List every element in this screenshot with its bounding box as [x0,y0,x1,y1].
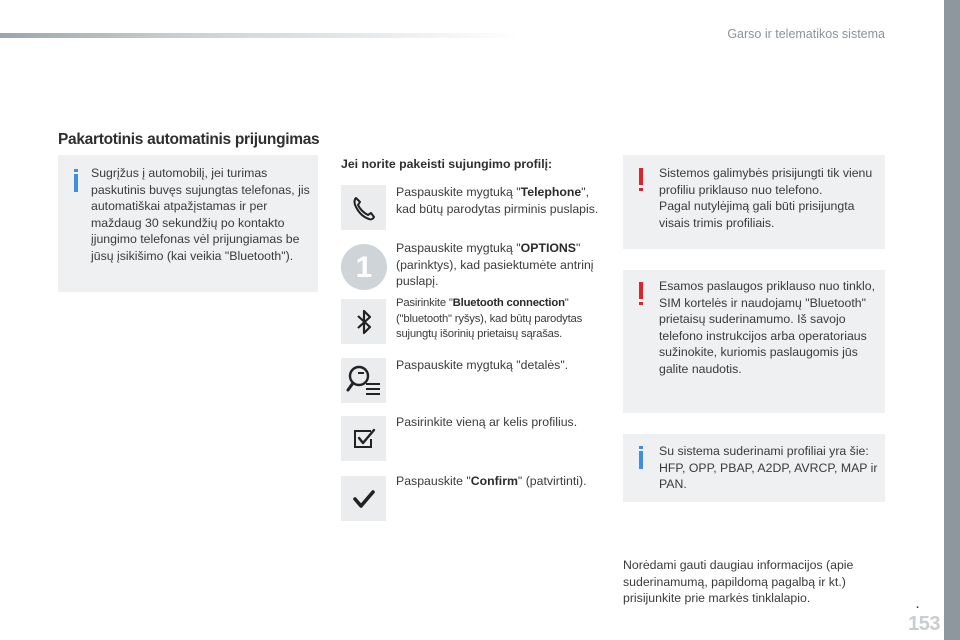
info-icon [639,451,643,469]
page-dots: . [916,599,920,611]
info-profiles-text: Su sistema suderinami profiliai yra šie: HFP, OPP, PBAP, A2DP, AVRCP, MAP ir PAN. [659,444,878,491]
warning-profiles-text: Sistemos galimybės prisijungti tik vienu profiliu priklauso nuo telefono. Pagal nutylėjimą gali būti prisijungta visais trimis profiliais. [659,166,873,230]
warning-box-profiles [623,155,885,249]
step-details: Paspauskite mygtuką "detalės". [396,358,569,372]
checkbox-icon [351,426,377,452]
telephone-button-icon-box [341,185,386,230]
step-number-badge [339,242,389,292]
confirm-button-icon-box [341,476,386,521]
section-title: Pakartotinis automatinis prijungimas [58,131,320,148]
warning-icon [639,282,643,299]
checkmark-icon [351,486,377,512]
step-number: 1 [355,251,373,284]
page-number: 153 [908,613,940,635]
step-telephone: Paspauskite mygtuką "Telephone", kad būtų parodytas pirminis puslapis. [396,185,599,216]
header-gradient-bar [0,33,520,38]
step-options: Paspauskite mygtuką "OPTIONS" (parinktys), kad pasiektumėte antrinį puslapį. [396,241,594,288]
footer-note: Norėdami gauti daugiau informacijos (apie suderinamumą, papildomą pagalbą ir kt.) prisijunkite prie markės tinklalapio. [623,558,854,605]
chapter-title: Garso ir telematikos sistema [727,27,885,41]
step-select-profiles: Pasirinkite vieną ar kelis profilius. [396,415,578,429]
info-icon [74,174,78,192]
profile-checkbox-icon-box [341,416,386,461]
side-tab-bar [944,0,960,640]
info-box-text: Sugrįžus į automobilį, jei turimas paskutinis buvęs sujungtas telefonas, jis automatiškai atpažįstamas ir per maždaug 30 sekundžių po kontakto įjungimo telefonas vėl prijungiamas be jūsų įsikišimo (kai veikia "Bluetooth"). [91,166,310,263]
search-details-icon [344,361,384,401]
bluetooth-icon [351,307,377,337]
details-button-icon-box [341,358,386,403]
step-bluetooth-connection: Pasirinkite "Bluetooth connection" ("bluetooth" ryšys), kad būtų parodytas sujungtų išorinių prietaisų sąrašas. [396,297,583,340]
warning-box-services [623,270,885,413]
bluetooth-button-icon-box [341,299,386,344]
steps-heading: Jei norite pakeisti sujungimo profilį: [341,157,553,171]
warning-icon [639,168,643,185]
info-box-reconnect [58,155,318,292]
warning-services-text: Esamos paslaugos priklauso nuo tinklo, SIM kortelės ir naudojamų "Bluetooth" prietaisų suderinamumo. Iš savojo telefono instrukcijos arba operatoriaus sužinokite, kuriomis paslaugomis jūs galite naudotis. [659,279,876,376]
phone-handset-icon [350,194,378,222]
step-confirm: Paspauskite "Confirm" (patvirtinti). [396,474,587,488]
info-box-profiles [623,434,885,502]
